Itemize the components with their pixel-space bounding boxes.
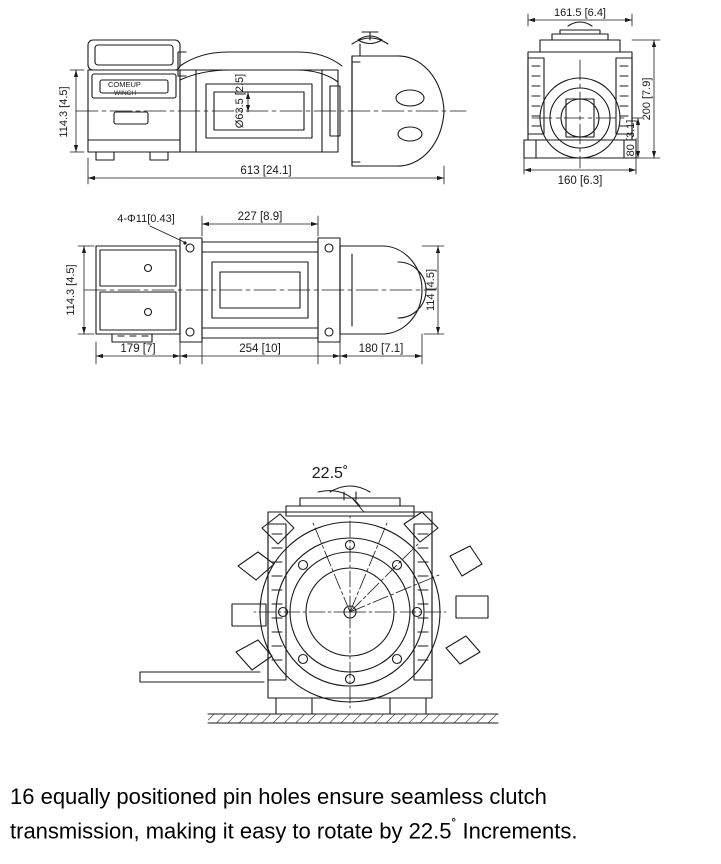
top-view-dimensions [65, 211, 444, 364]
caption-line-2-suffix: Increments. [456, 818, 578, 844]
dim-front-base-width: 160 [6.3] [557, 175, 603, 187]
caption-line-2-prefix: transmission, making it easy to rotate by 22.5 [10, 818, 452, 844]
dim-drum-width: 227 [8.9] [237, 211, 283, 223]
dim-overall-length: 613 [24.1] [240, 165, 292, 177]
dim-top-height-right: 114 [4.5] [425, 269, 437, 311]
dim-foot-height: 80 [3.1] [625, 119, 637, 157]
caption-line-1: 16 equally positioned pin holes ensure seamless clutch [10, 784, 547, 809]
dim-motor-length: 179 [7] [120, 343, 156, 355]
dim-top-height-left: 114.3 [4.5] [65, 264, 77, 316]
caption-degree-symbol: ˚ [451, 817, 457, 834]
side-view-geometry [76, 32, 466, 166]
dim-side-height: 114.3 [4.5] [58, 86, 70, 138]
front-view-geometry [524, 22, 636, 168]
top-view-geometry [84, 238, 436, 342]
angle-label-22-5: 22.5˚ [311, 465, 349, 482]
brand-text-winch: WINCH [114, 90, 137, 97]
caption-line-2 [10, 811, 716, 845]
caption-text [10, 782, 716, 845]
dim-mount-span: 254 [10] [239, 343, 281, 355]
dim-gear-length: 180 [7.1] [358, 343, 404, 355]
dim-front-overall-height: 200 [7.9] [641, 77, 653, 121]
dim-drum-diameter: Ø63.5 [2.5] [234, 73, 246, 129]
dim-hole-note: 4-Φ11[0.43] [117, 213, 175, 225]
brand-text-comeup: COMEUP [108, 80, 141, 89]
dim-front-top-width: 161.5 [6.4] [554, 7, 606, 19]
pin-hole-bosses [232, 512, 488, 670]
clutch-view-geometry [140, 465, 498, 723]
